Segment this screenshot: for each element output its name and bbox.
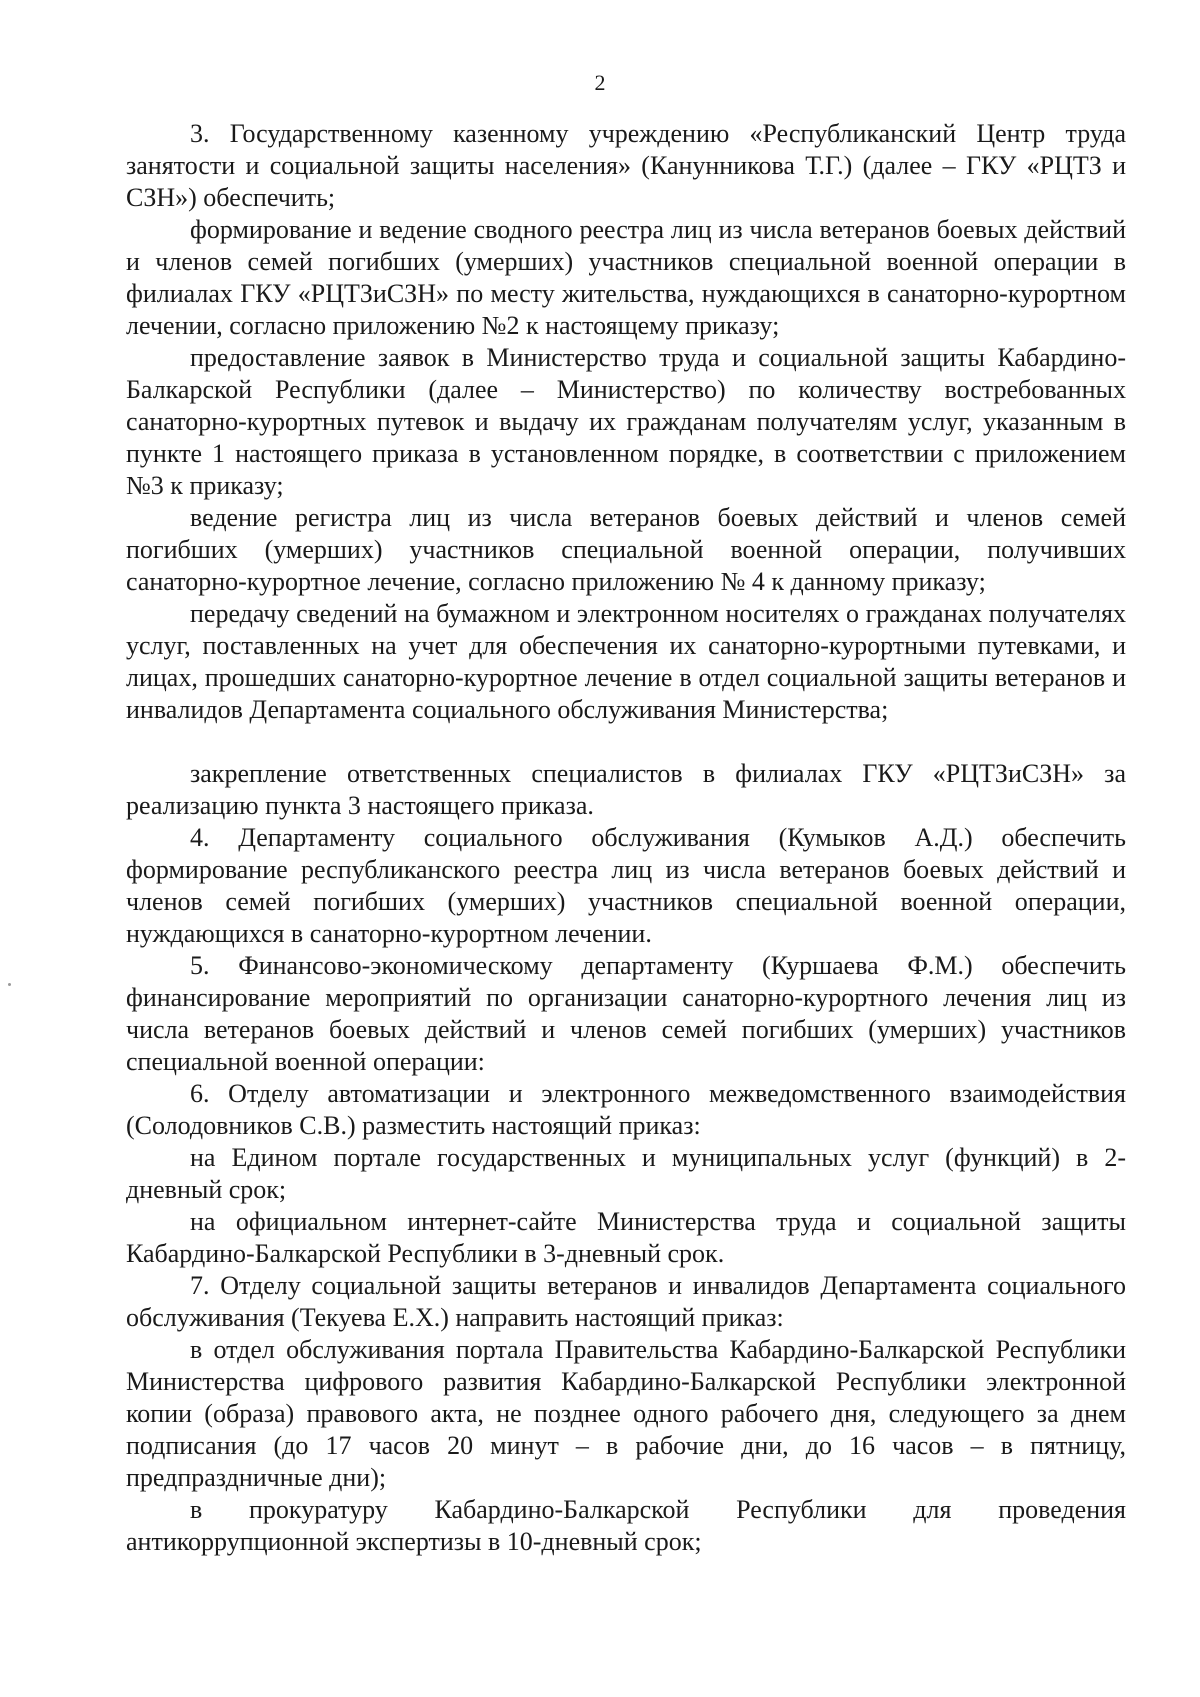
paragraph-item-3-registry: формирование и ведение сводного реестра лиц из числа ветеранов боевых действий и членов семей погибших (умерших) участников специальной военной операции в филиалах ГКУ «РЦТЗиСЗН» по месту жительства, нуждающихся в санаторно-курортном лечении, согласно приложению №2 к настоящему приказу; [126, 215, 1126, 340]
paragraph-item-3: 3. Государственному казенному учреждению «Республиканский Центр труда занятости и социальной защиты населения» (Канунникова Т.Г.) (далее – ГКУ «РЦТЗ и СЗН») обеспечить; [126, 119, 1126, 212]
paragraph-item-7-prosecutor: в прокуратуру Кабардино-Балкарской Республики для проведения антикоррупционной экспертизы в 10-дневный срок; [126, 1495, 1126, 1556]
paragraph-item-3-data-transfer: передачу сведений на бумажном и электронном носителях о гражданах получателях услуг, поставленных на учет для обеспечения их санаторно-курортными путевками, и лицах, прошедших санаторно-курортное лечение в отдел социальной защиты ветеранов и инвалидов Департамента социального обслуживания Министерства; [126, 599, 1126, 724]
scan-speck [8, 983, 11, 986]
paragraph-item-4: 4. Департаменту социального обслуживания (Кумыков А.Д.) обеспечить формирование республиканского реестра лиц из числа ветеранов боевых действий и членов семей погибших (умерших) участников специальной военной операции, нуждающихся в санаторно-курортном лечении. [126, 823, 1126, 948]
paragraph-item-6-website: на официальном интернет-сайте Министерства труда и социальной защиты Кабардино-Балкарской Республики в 3-дневный срок. [126, 1207, 1126, 1268]
paragraph-item-6-portal: на Едином портале государственных и муниципальных услуг (функций) в 2-дневный срок; [126, 1143, 1126, 1204]
paragraph-item-3-register: ведение регистра лиц из числа ветеранов боевых действий и членов семей погибших (умерших) участников специальной военной операции, получивших санаторно-курортное лечение, согласно приложению № 4 к данному приказу; [126, 503, 1126, 596]
paragraph-item-5: 5. Финансово-экономическому департаменту (Куршаева Ф.М.) обеспечить финансирование мероприятий по организации санаторно-курортного лечения лиц из числа ветеранов боевых действий и членов семей погибших (умерших) участников специальной военной операции: [126, 951, 1126, 1076]
paragraph-item-6: 6. Отделу автоматизации и электронного межведомственного взаимодействия (Солодовников С.В.) разместить настоящий приказ: [126, 1079, 1126, 1140]
paragraph-item-3-specialists: закрепление ответственных специалистов в филиалах ГКУ «РЦТЗиСЗН» за реализацию пункта 3 настоящего приказа. [126, 759, 1126, 820]
paragraph-item-3-applications: предоставление заявок в Министерство труда и социальной защиты Кабардино-Балкарской Республики (далее – Министерство) по количеству востребованных санаторно-курортных путевок и выдачу их гражданам получателям услуг, указанным в пункте 1 настоящего приказа в установленном порядке, в соответствии с приложением №3 к приказу; [126, 343, 1126, 500]
paragraph-item-7-government-portal: в отдел обслуживания портала Правительства Кабардино-Балкарской Республики Министерства цифрового развития Кабардино-Балкарской Республики электронной копии (образа) правового акта, не позднее одного рабочего дня, следующего за днем подписания (до 17 часов 20 минут – в рабочие дни, до 16 часов – в пятницу, предпраздничные дни); [126, 1335, 1126, 1492]
paragraph-item-7: 7. Отделу социальной защиты ветеранов и инвалидов Департамента социального обслуживания (Текуева Е.Х.) направить настоящий приказ: [126, 1271, 1126, 1332]
page-number: 2 [594, 70, 606, 95]
